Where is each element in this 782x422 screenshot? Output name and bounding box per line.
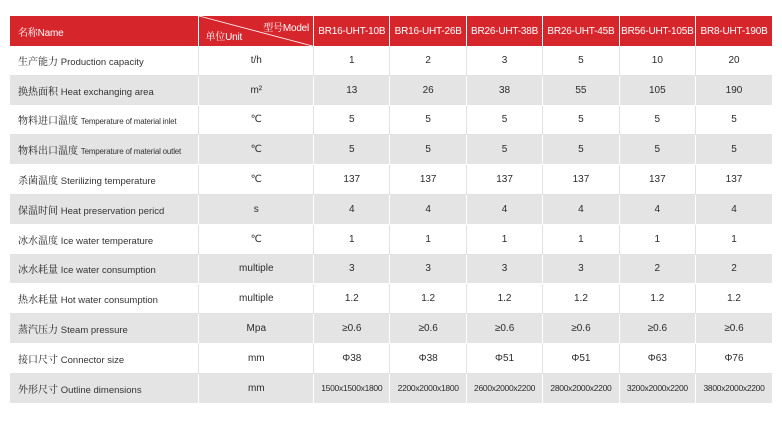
row-value: 5 <box>466 105 542 135</box>
row-parameter-name <box>10 224 199 254</box>
row-value: 5 <box>696 105 772 135</box>
parameter-name-en: Ice water temperature <box>60 235 154 247</box>
parameter-name-cn: 冰水温度 <box>18 235 58 247</box>
row-value: 5 <box>543 46 619 75</box>
row-value: 4 <box>390 194 466 224</box>
row-value: 4 <box>543 194 619 224</box>
row-value: 26 <box>390 75 466 105</box>
row-value: 2200x2000x1800 <box>390 373 466 403</box>
row-value: 2 <box>390 46 466 75</box>
parameter-name-cn: 冰水耗量 <box>18 265 58 277</box>
row-value: 1 <box>466 224 542 254</box>
row-value: Φ51 <box>466 343 542 373</box>
parameter-name-en: Ice water consumption <box>60 265 156 277</box>
row-parameter-name <box>10 194 199 224</box>
table-row <box>10 314 772 344</box>
parameter-name-cn: 杀菌温度 <box>18 176 58 188</box>
row-value: 3 <box>543 254 619 284</box>
parameter-name-cn: 热水耗量 <box>18 295 58 307</box>
table-row <box>10 135 772 165</box>
row-value: 5 <box>314 105 390 135</box>
row-value: 5 <box>314 135 390 165</box>
row-value: 4 <box>466 194 542 224</box>
row-unit: m² <box>199 75 314 105</box>
table-row <box>10 284 772 314</box>
row-unit: s <box>199 194 314 224</box>
parameter-name-cn: 蒸汽压力 <box>18 325 58 337</box>
row-value: ≥0.6 <box>619 314 695 344</box>
row-value: 137 <box>543 165 619 195</box>
row-value: 5 <box>390 105 466 135</box>
parameter-name-en: Sterilizing temperature <box>60 176 156 188</box>
row-value: Φ38 <box>390 343 466 373</box>
row-value: 3 <box>314 254 390 284</box>
parameter-name-cn: 物料出口温度 <box>18 146 78 158</box>
table-row <box>10 194 772 224</box>
spec-table <box>10 16 772 404</box>
row-parameter-name <box>10 314 199 344</box>
row-value: 1500x1500x1800 <box>314 373 390 403</box>
row-unit: Mpa <box>199 314 314 344</box>
row-parameter-name <box>10 165 199 195</box>
row-value: 4 <box>619 194 695 224</box>
table-row <box>10 75 772 105</box>
header-model-label: 型号Model <box>263 23 310 34</box>
row-value: 10 <box>619 46 695 75</box>
row-value: 105 <box>619 75 695 105</box>
parameter-name-en: Production capacity <box>60 56 144 68</box>
table-row <box>10 343 772 373</box>
parameter-name-cn: 接口尺寸 <box>18 354 58 366</box>
row-value: 20 <box>696 46 772 75</box>
row-value: 3 <box>466 46 542 75</box>
parameter-name-en: Outline dimensions <box>60 384 142 396</box>
row-value: 2600x2000x2200 <box>466 373 542 403</box>
table-row <box>10 46 772 75</box>
row-unit: mm <box>199 343 314 373</box>
parameter-name-en: Hot water consumption <box>60 295 158 307</box>
parameter-name-en: Heat exchanging area <box>60 86 154 98</box>
row-value: 137 <box>466 165 542 195</box>
row-value: 190 <box>696 75 772 105</box>
row-value: 13 <box>314 75 390 105</box>
parameter-name-en: Temperature of material inlet <box>80 117 177 127</box>
row-value: Φ51 <box>543 343 619 373</box>
row-value: 1 <box>543 224 619 254</box>
row-parameter-name <box>10 254 199 284</box>
row-value: 5 <box>543 135 619 165</box>
row-value: 5 <box>466 135 542 165</box>
row-value: 3 <box>390 254 466 284</box>
header-row <box>10 16 772 46</box>
table-row <box>10 373 772 403</box>
row-value: 1.2 <box>466 284 542 314</box>
row-value: 1 <box>390 224 466 254</box>
row-value: 5 <box>696 135 772 165</box>
row-value: 2 <box>619 254 695 284</box>
row-value: 137 <box>619 165 695 195</box>
row-value: Φ76 <box>696 343 772 373</box>
row-value: 1 <box>314 224 390 254</box>
row-parameter-name <box>10 135 199 165</box>
row-parameter-name <box>10 343 199 373</box>
row-unit: multiple <box>199 254 314 284</box>
row-value: 1.2 <box>543 284 619 314</box>
row-value: Φ63 <box>619 343 695 373</box>
row-value: ≥0.6 <box>390 314 466 344</box>
row-value: 1 <box>696 224 772 254</box>
row-value: 55 <box>543 75 619 105</box>
row-value: ≥0.6 <box>696 314 772 344</box>
row-value: 1 <box>619 224 695 254</box>
table-body <box>10 46 772 403</box>
row-value: 137 <box>314 165 390 195</box>
row-value: 3800x2000x2200 <box>696 373 772 403</box>
row-parameter-name <box>10 373 199 403</box>
row-parameter-name <box>10 284 199 314</box>
row-value: 5 <box>390 135 466 165</box>
row-value: 1.2 <box>314 284 390 314</box>
header-model: BR8-UHT-190B <box>696 16 772 46</box>
row-unit: ℃ <box>199 135 314 165</box>
header-name: 名称Name <box>10 16 199 46</box>
header-unit-label: 单位Unit <box>205 32 243 43</box>
row-value: 3 <box>466 254 542 284</box>
parameter-name-cn: 物料进口温度 <box>18 116 78 128</box>
row-unit: mm <box>199 373 314 403</box>
row-value: Φ38 <box>314 343 390 373</box>
table-row <box>10 165 772 195</box>
row-value: ≥0.6 <box>543 314 619 344</box>
parameter-name-cn: 生产能力 <box>18 56 58 68</box>
table-row <box>10 254 772 284</box>
parameter-name-cn: 保温时间 <box>18 205 58 217</box>
row-value: ≥0.6 <box>466 314 542 344</box>
row-value: 5 <box>543 105 619 135</box>
parameter-name-en: Connector size <box>60 354 125 366</box>
row-parameter-name <box>10 105 199 135</box>
row-parameter-name <box>10 46 199 75</box>
row-unit: multiple <box>199 284 314 314</box>
row-value: 5 <box>619 105 695 135</box>
row-parameter-name <box>10 75 199 105</box>
table-row <box>10 224 772 254</box>
header-model: BR56-UHT-105B <box>619 16 695 46</box>
header-model: BR16-UHT-26B <box>390 16 466 46</box>
row-value: 38 <box>466 75 542 105</box>
parameter-name-en: Steam pressure <box>60 325 128 337</box>
row-value: 1.2 <box>390 284 466 314</box>
row-unit: ℃ <box>199 165 314 195</box>
row-value: 2 <box>696 254 772 284</box>
spec-table-container <box>10 16 772 404</box>
row-value: 5 <box>619 135 695 165</box>
row-value: 137 <box>390 165 466 195</box>
row-value: ≥0.6 <box>314 314 390 344</box>
parameter-name-cn: 外形尺寸 <box>18 384 58 396</box>
row-value: 1.2 <box>696 284 772 314</box>
header-model: BR26-UHT-38B <box>466 16 542 46</box>
header-model-unit <box>199 16 314 46</box>
row-value: 2800x2000x2200 <box>543 373 619 403</box>
row-value: 1.2 <box>619 284 695 314</box>
row-unit: ℃ <box>199 224 314 254</box>
parameter-name-en: Temperature of material outlet <box>80 147 182 157</box>
header-model: BR26-UHT-45B <box>543 16 619 46</box>
row-unit: t/h <box>199 46 314 75</box>
header-model: BR16-UHT-10B <box>314 16 390 46</box>
row-value: 137 <box>696 165 772 195</box>
parameter-name-cn: 换热面积 <box>18 86 58 98</box>
table-row <box>10 105 772 135</box>
parameter-name-en: Heat preservation pericd <box>60 205 165 217</box>
row-value: 4 <box>696 194 772 224</box>
row-value: 4 <box>314 194 390 224</box>
row-unit: ℃ <box>199 105 314 135</box>
row-value: 1 <box>314 46 390 75</box>
row-value: 3200x2000x2200 <box>619 373 695 403</box>
